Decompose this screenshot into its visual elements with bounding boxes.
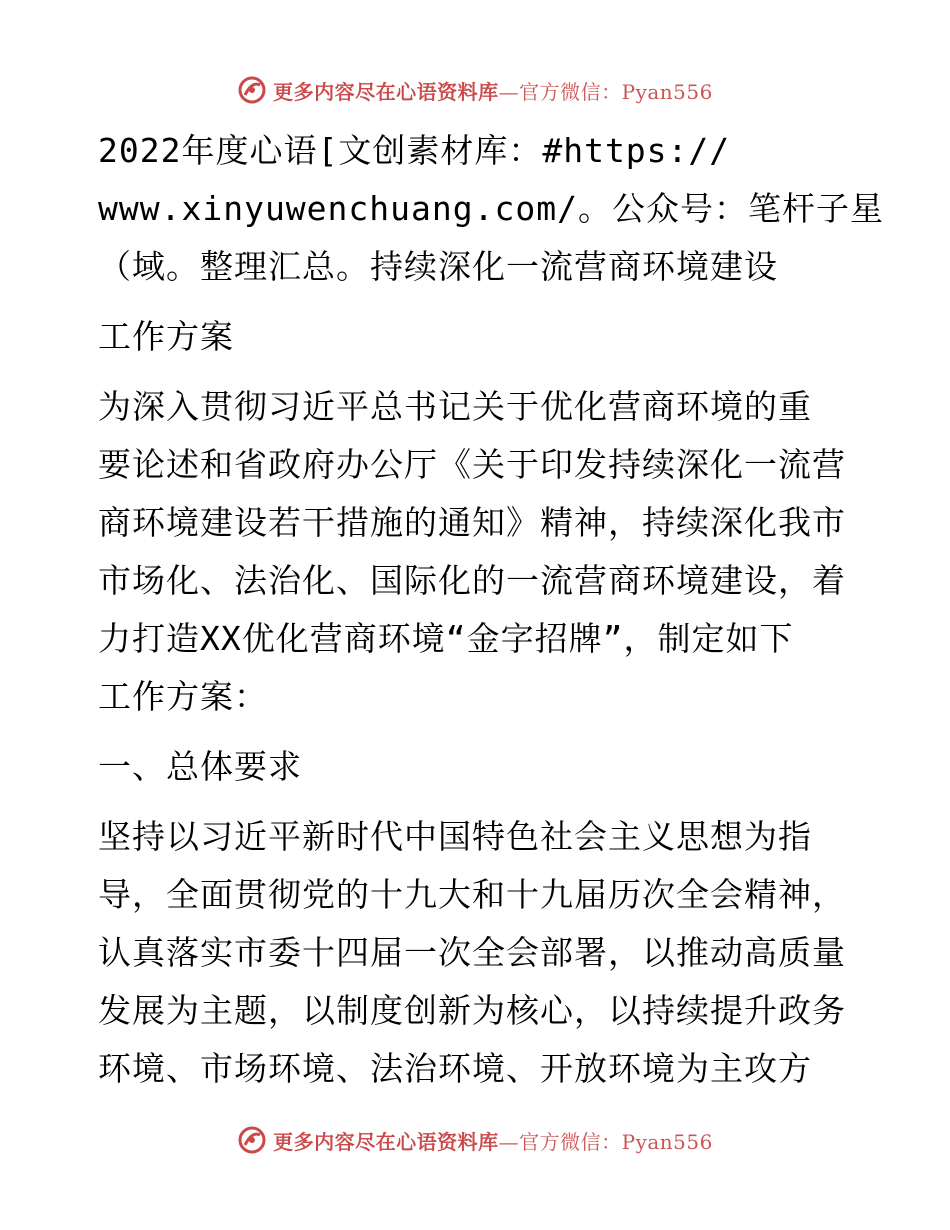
text-line: 发展为主题，以制度创新为核心，以持续提升政务 (98, 991, 846, 1030)
watermark-text: 更多内容尽在心语资料库—官方微信：Pyan556 (273, 79, 713, 104)
header-watermark (0, 70, 950, 110)
text-line: （域。整理汇总。持续深化一流营商环境建设 (98, 247, 778, 286)
text-line: 2022年度心语[文创素材库：#https:// (98, 131, 731, 170)
document-title: 工作方案 (98, 317, 234, 356)
text-line: 力打造XX优化营商环境“金字招牌”，制定如下 (98, 619, 794, 658)
document-body (98, 122, 884, 1098)
text-line: www.xinyuwenchuang.com/。公众号：笔杆子星 (98, 189, 884, 228)
text-line: 工作方案： (98, 677, 268, 716)
brand-logo-icon (237, 1125, 267, 1155)
watermark-text: 更多内容尽在心语资料库—官方微信：Pyan556 (273, 1129, 713, 1154)
footer-watermark (0, 1120, 950, 1160)
section-heading: 一、总体要求 (98, 747, 302, 786)
text-line: 商环境建设若干措施的通知》精神，持续深化我市 (98, 503, 846, 542)
text-line: 导，全面贯彻党的十九大和十九届历次全会精神， (98, 875, 846, 914)
text-line: 坚持以习近平新时代中国特色社会主义思想为指 (98, 817, 812, 856)
text-line: 市场化、法治化、国际化的一流营商环境建设，着 (98, 561, 846, 600)
text-line: 环境、市场环境、法治环境、开放环境为主攻方 (98, 1049, 812, 1088)
text-line: 要论述和省政府办公厅《关于印发持续深化一流营 (98, 445, 846, 484)
brand-logo-icon (237, 75, 267, 105)
text-line: 认真落实市委十四届一次全会部署，以推动高质量 (98, 933, 846, 972)
text-line: 为深入贯彻习近平总书记关于优化营商环境的重 (98, 387, 812, 426)
